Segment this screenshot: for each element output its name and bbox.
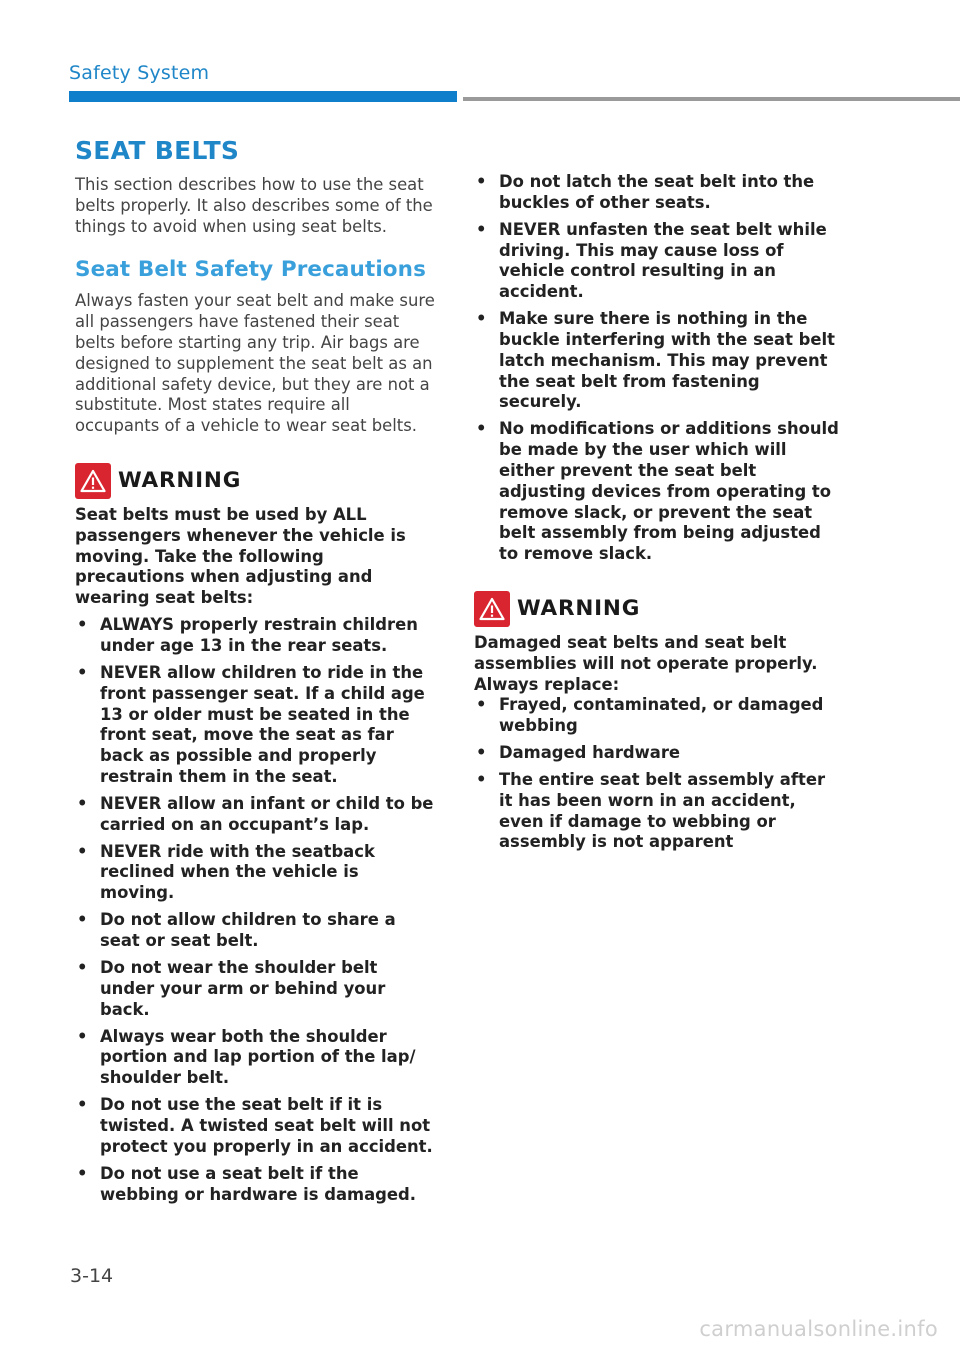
list-item: • Do not use a seat belt if the webbing or hardware is damaged. <box>77 1163 416 1204</box>
bullet: • <box>77 662 88 682</box>
bullet: • <box>77 958 88 978</box>
bullet: • <box>476 172 487 191</box>
list-item: • Frayed, contaminated, or damaged webbing <box>476 695 824 736</box>
bullet: • <box>476 419 487 439</box>
section-label: Safety System <box>69 62 210 84</box>
list-item: • Do not wear the shoulder belt under your arm or behind your back. <box>77 958 386 1019</box>
bullet: • <box>476 743 487 763</box>
precautions-paragraph: Always fasten your seat belt and make sure all passengers have fastened their seat belts before starting any trip. Air bags are designed to supplement the seat belt as an additional safety device, but they are not a substitute. Most states require all occupants of a vehicle to wear seat belts. <box>75 291 435 436</box>
list-item: • Make sure there is nothing in the buckle interfering with the seat belt latch mechanism. This may prevent the seat belt from fastening securely. <box>476 309 835 412</box>
bullet: • <box>77 1163 88 1183</box>
replace-list <box>474 695 844 853</box>
left-column <box>75 136 437 1205</box>
warning-header-2 <box>474 591 844 627</box>
list-item: • NEVER unfasten the seat belt while driving. This may cause loss of vehicle control resulting in an accident. <box>476 219 827 302</box>
warning-text: Seat belts must be used by ALL passengers whenever the vehicle is moving. Take the following precautions when adjusting and wearing seat belts: <box>75 504 406 608</box>
warning-label: WARNING <box>517 596 641 622</box>
list-item: • NEVER ride with the seatback reclined when the vehicle is moving. <box>77 841 375 903</box>
page-title: SEAT BELTS <box>75 136 240 165</box>
warning-triangle-icon <box>474 591 510 627</box>
warning-triangle-icon <box>75 463 111 499</box>
warning-list <box>75 615 437 1205</box>
precautions-heading: Seat Belt Safety Precautions <box>75 257 426 283</box>
warning-label: WARNING <box>118 468 242 494</box>
list-item: • NEVER allow children to ride in the front passenger seat. If a child age 13 or older must be seated in the front seat, move the seat as far back as possible and properly restrain them in the seat. <box>77 662 425 786</box>
bullet: • <box>476 309 487 329</box>
list-item: • ALWAYS properly restrain children under age 13 in the rear seats. <box>77 615 418 655</box>
bullet: • <box>476 695 487 715</box>
warning-list-continued <box>474 172 844 565</box>
list-item: • The entire seat belt assembly after it has been worn in an accident, even if damage to webbing or assembly is not apparent <box>476 770 826 852</box>
page-number: 3-14 <box>70 1265 114 1287</box>
bullet: • <box>476 219 487 239</box>
bullet: • <box>476 770 487 790</box>
bullet: • <box>77 793 88 813</box>
bullet: • <box>77 910 88 930</box>
warning-header <box>75 463 437 499</box>
bullet: • <box>77 615 88 635</box>
bullet: • <box>77 1026 88 1046</box>
list-item: • NEVER allow an infant or child to be carried on an occupant’s lap. <box>77 793 434 834</box>
list-item: • Do not allow children to share a seat or seat belt. <box>77 910 396 951</box>
header-rule-gray <box>463 97 960 101</box>
list-item: • No modifications or additions should be made by the user which will either prevent the seat belt adjusting devices from operating to remove slack, or prevent the seat belt assembly from being adjusted to remove slack. <box>476 419 839 564</box>
list-item: • Always wear both the shoulder portion and lap portion of the lap/ shoulder belt. <box>77 1026 416 1088</box>
warning-text: Damaged seat belts and seat belt assemblies will not operate properly. Always replace: <box>474 632 818 694</box>
list-item: • Damaged hardware <box>476 743 681 763</box>
bullet: • <box>77 841 88 861</box>
list-item: • Do not use the seat belt if it is twisted. A twisted seat belt will not protect you properly in an accident. <box>77 1095 433 1156</box>
right-column <box>474 172 844 853</box>
watermark: carmanualsonline.info <box>699 1317 938 1341</box>
list-item: • Do not latch the seat belt into the buckles of other seats. <box>476 172 815 212</box>
header-rule-blue <box>69 91 457 102</box>
intro-paragraph: This section describes how to use the seat belts properly. It also describes some of the things to avoid when using seat belts. <box>75 175 433 236</box>
bullet: • <box>77 1095 88 1115</box>
